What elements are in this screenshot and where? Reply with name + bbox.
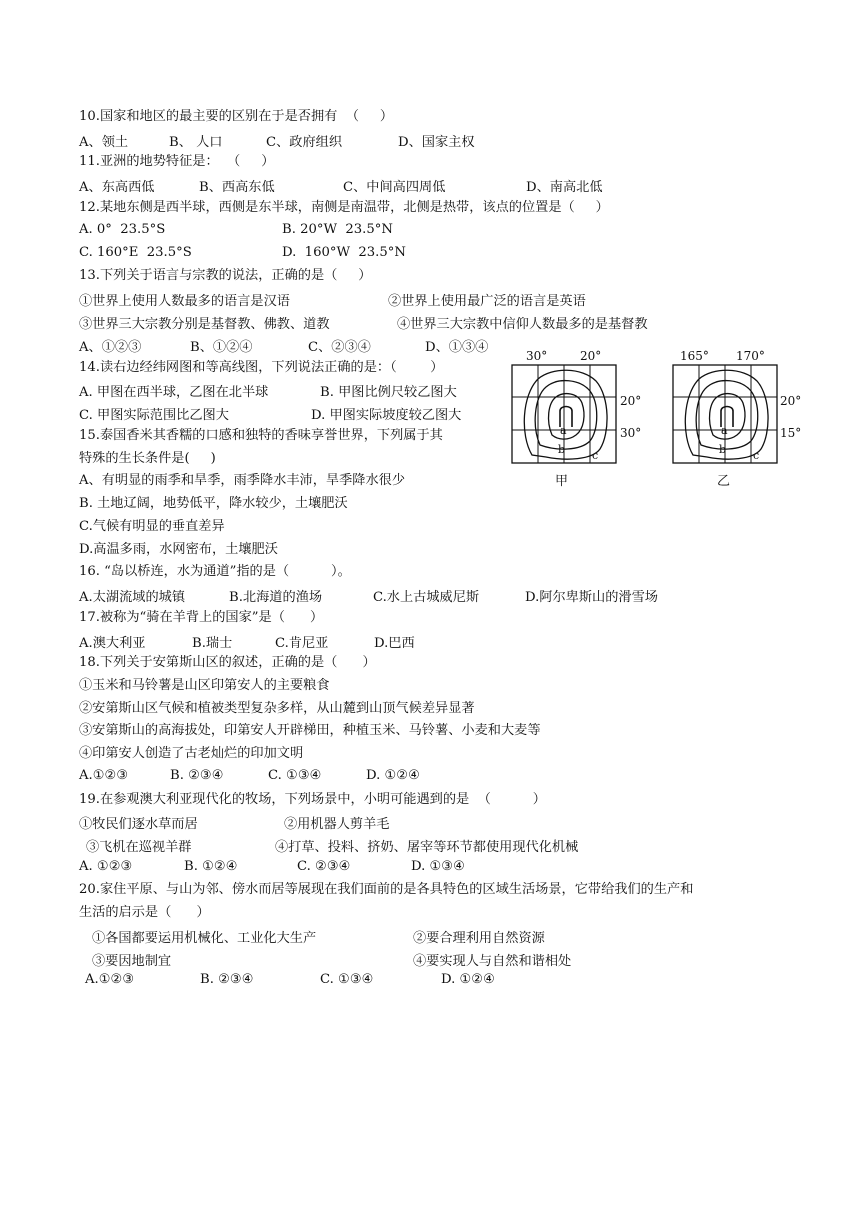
jia-lat-20: 20° bbox=[620, 394, 642, 408]
q12-option-b: B. 20°W 23.5°N bbox=[282, 222, 393, 237]
q13-statement-3: ③世界三大宗教分别是基督教、佛教、道教 bbox=[79, 317, 330, 332]
yi-lon-170: 170° bbox=[736, 349, 765, 363]
yi-label-b: b bbox=[719, 443, 727, 456]
q19-option-a: A. ①②③ bbox=[79, 859, 133, 874]
q18-option-d: D. ①②④ bbox=[366, 768, 420, 783]
yi-label-c: c bbox=[753, 449, 760, 462]
q20-option-c: C. ①③④ bbox=[320, 972, 374, 987]
yi-label-a: a bbox=[721, 424, 728, 437]
q16-option-b: B.北海道的渔场 bbox=[229, 590, 323, 605]
q17-option-c: C.肯尼亚 bbox=[275, 636, 329, 651]
q10-option-c: C、政府组织 bbox=[266, 135, 343, 150]
yi-lat-15: 15° bbox=[780, 426, 802, 440]
q15-option-c: C.气候有明显的垂直差异 bbox=[79, 519, 225, 534]
q19-option-c: C. ②③④ bbox=[297, 859, 351, 874]
jia-lat-30: 30° bbox=[620, 426, 642, 440]
q15-stem-line2: 特殊的生长条件是( ) bbox=[79, 451, 216, 466]
q13-statement-2: ②世界上使用最广泛的语言是英语 bbox=[388, 294, 586, 309]
q16-option-d: D.阿尔卑斯山的滑雪场 bbox=[525, 590, 658, 605]
q11-option-d: D、南高北低 bbox=[526, 180, 603, 195]
q16-stem: 16. “岛以桥连，水为通道”指的是（ ）。 bbox=[79, 564, 351, 579]
q14-stem: 14.读右边经纬网图和等高线图，下列说法正确的是：（ ） bbox=[79, 360, 444, 375]
q17-option-d: D.巴西 bbox=[374, 636, 415, 651]
q18-stem: 18.下列关于安第斯山区的叙述，正确的是（ ） bbox=[79, 655, 376, 670]
q18-statement-1: ①玉米和马铃薯是山区印第安人的主要粮食 bbox=[79, 678, 330, 693]
q13-option-b: B、①②④ bbox=[190, 340, 253, 355]
q17-option-a: A.澳大利亚 bbox=[79, 636, 146, 651]
q20-statement-4: ④要实现人与自然和谐相处 bbox=[413, 954, 572, 969]
jia-label-b: b bbox=[558, 443, 566, 456]
q20-stem-line2: 生活的启示是（ ） bbox=[79, 905, 210, 920]
q12-option-c: C. 160°E 23.5°S bbox=[79, 245, 192, 260]
q20-statement-1: ①各国都要运用机械化、工业化大生产 bbox=[92, 931, 317, 946]
q19-option-d: D. ①③④ bbox=[411, 859, 465, 874]
q20-statement-3: ③要因地制宜 bbox=[92, 954, 172, 969]
jia-lon-20: 20° bbox=[580, 349, 602, 363]
q18-option-b: B. ②③④ bbox=[170, 768, 224, 783]
q12-stem: 12.某地东侧是西半球，西侧是东半球，南侧是南温带，北侧是热带，该点的位置是（ ） bbox=[79, 200, 609, 215]
q14-option-a: A. 甲图在西半球，乙图在北半球 bbox=[79, 385, 269, 400]
q13-stem: 13.下列关于语言与宗教的说法，正确的是（ ） bbox=[79, 268, 372, 283]
q12-option-d: D. 160°W 23.5°N bbox=[282, 245, 406, 260]
q11-option-c: C、中间高四周低 bbox=[343, 180, 446, 195]
q19-stem: 19.在参观澳大利亚现代化的牧场，下列场景中，小明可能遇到的是 （ ） bbox=[79, 792, 546, 807]
q20-option-b: B. ②③④ bbox=[200, 972, 254, 987]
q10-option-b: B、 人口 bbox=[169, 135, 223, 150]
q19-statement-4: ④打草、投料、挤奶、屠宰等环节都使用现代化机械 bbox=[275, 840, 579, 855]
q20-option-d: D. ①②④ bbox=[441, 972, 495, 987]
q10-stem: 10.国家和地区的最主要的区别在于是否拥有 （ ） bbox=[79, 109, 394, 124]
q13-option-d: D、①③④ bbox=[425, 340, 489, 355]
q19-statement-1: ①牧民们逐水草而居 bbox=[79, 817, 198, 832]
q15-option-a: A、有明显的雨季和旱季，雨季降水丰沛，旱季降水很少 bbox=[79, 473, 406, 488]
q18-statement-2: ②安第斯山区气候和植被类型复杂多样，从山麓到山顶气候差异显著 bbox=[79, 701, 475, 716]
yi-caption: 乙 bbox=[717, 474, 731, 489]
q18-option-c: C. ①③④ bbox=[268, 768, 322, 783]
q19-statement-2: ②用机器人剪羊毛 bbox=[284, 817, 390, 832]
q13-statement-1: ①世界上使用人数最多的语言是汉语 bbox=[79, 294, 290, 309]
jia-label-c: c bbox=[592, 449, 599, 462]
q16-option-a: A.太湖流域的城镇 bbox=[79, 590, 186, 605]
q13-statement-4: ④世界三大宗教中信仰人数最多的是基督教 bbox=[397, 317, 648, 332]
q17-stem: 17.被称为“骑在羊背上的国家”是（ ） bbox=[79, 610, 324, 625]
q20-statement-2: ②要合理利用自然资源 bbox=[413, 931, 545, 946]
q10-option-a: A、领土 bbox=[79, 135, 129, 150]
q13-option-c: C、②③④ bbox=[308, 340, 371, 355]
q14-option-d: D. 甲图实际坡度较乙图大 bbox=[311, 408, 462, 423]
q15-option-b: B. 土地辽阔，地势低平，降水较少，土壤肥沃 bbox=[79, 496, 348, 511]
q11-stem: 11.亚洲的地势特征是： （ ） bbox=[79, 154, 275, 169]
q19-option-b: B. ①②④ bbox=[184, 859, 238, 874]
q17-option-b: B.瑞士 bbox=[192, 636, 233, 651]
q12-option-a: A. 0° 23.5°S bbox=[79, 222, 166, 237]
q14-option-c: C. 甲图实际范围比乙图大 bbox=[79, 408, 229, 423]
jia-caption: 甲 bbox=[555, 474, 569, 489]
q13-option-a: A、①②③ bbox=[79, 340, 142, 355]
jia-lon-30: 30° bbox=[526, 349, 548, 363]
q18-statement-3: ③安第斯山的高海拔处，印第安人开辟梯田，种植玉米、马铃薯、小麦和大麦等 bbox=[79, 723, 541, 738]
yi-lat-20: 20° bbox=[780, 394, 802, 408]
contour-grid-figure bbox=[500, 345, 820, 490]
q11-option-b: B、西高东低 bbox=[199, 180, 275, 195]
jia-label-a: a bbox=[560, 424, 567, 437]
q20-option-a: A.①②③ bbox=[85, 972, 135, 987]
q10-option-d: D、国家主权 bbox=[398, 135, 475, 150]
q19-statement-3: ③飞机在巡视羊群 bbox=[86, 840, 192, 855]
q14-option-b: B. 甲图比例尺较乙图大 bbox=[320, 385, 457, 400]
q16-option-c: C.水上古城威尼斯 bbox=[373, 590, 480, 605]
q20-stem-line1: 20.家住平原、与山为邻、傍水而居等展现在我们面前的是各具特色的区域生活场景，它带给我们的生产和 bbox=[79, 882, 694, 897]
q11-option-a: A、东高西低 bbox=[79, 180, 155, 195]
q15-option-d: D.高温多雨，水网密布，土壤肥沃 bbox=[79, 542, 278, 557]
q15-stem-line1: 15.泰国香米其香糯的口感和独特的香味享誉世界，下列属于其 bbox=[79, 428, 443, 443]
q18-statement-4: ④印第安人创造了古老灿烂的印加文明 bbox=[79, 746, 304, 761]
q18-option-a: A.①②③ bbox=[79, 768, 129, 783]
yi-lon-165: 165° bbox=[680, 349, 709, 363]
